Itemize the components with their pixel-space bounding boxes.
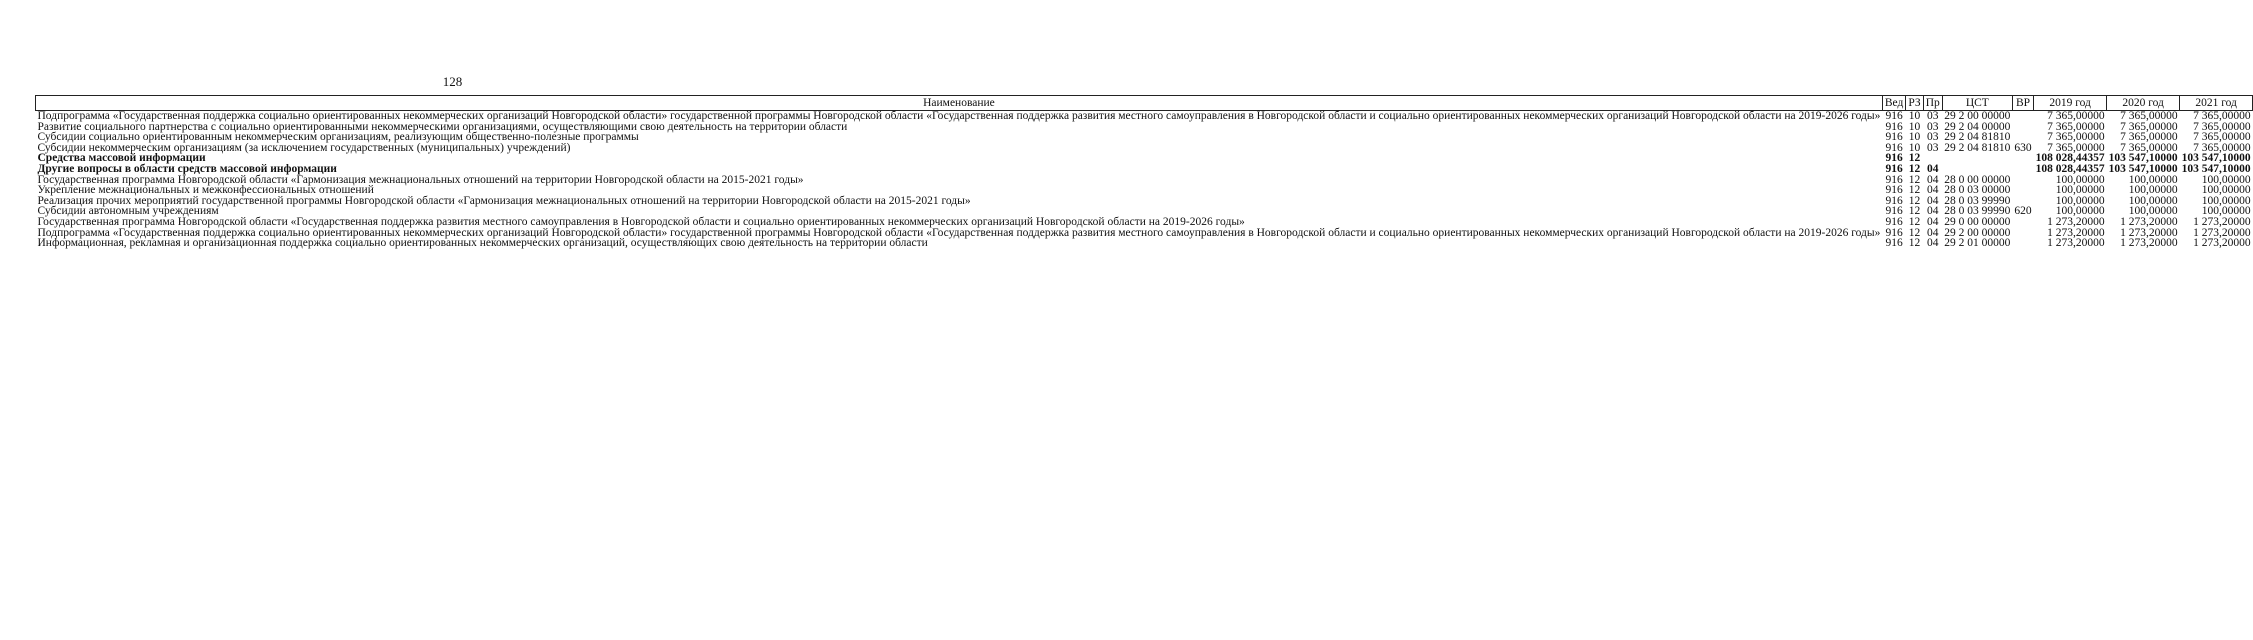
row-value-2021: 103 547,10000 <box>2181 152 2251 165</box>
row-value-2019: 100,00000 <box>2055 205 2105 218</box>
row-name: Другие вопросы в области средств массовой информации <box>37 162 337 175</box>
table-row <box>36 217 2253 228</box>
row-value-2019: 7 365,00000 <box>2047 131 2105 144</box>
row-rz: 10 <box>1908 131 1921 144</box>
row-vr <box>2012 238 2033 249</box>
header-name: Наименование <box>36 96 1883 111</box>
row-value-2019: 1 273,20000 <box>2047 226 2105 239</box>
row-value-2020: 1 273,20000 <box>2120 237 2178 250</box>
header-vr: ВР <box>2012 96 2033 111</box>
row-name: Укрепление межнациональных и межконфессиональных отношений <box>37 184 374 197</box>
table-row <box>36 196 2253 207</box>
row-value-2020: 7 365,00000 <box>2120 141 2178 154</box>
row-rz: 10 <box>1908 141 1921 154</box>
row-pr: 03 <box>1926 141 1939 154</box>
table-header-row <box>36 96 2253 111</box>
row-pr: 04 <box>1926 194 1939 207</box>
row-ved: 916 <box>1885 120 1903 133</box>
row-value-2020: 100,00000 <box>2128 194 2178 207</box>
table-row <box>36 143 2253 154</box>
row-name: Информационная, рекламная и организационная поддержка социально ориентированных некоммерческих организаций, осуществляющих свою деятельность на территории области <box>37 237 928 250</box>
row-value-2019: 100,00000 <box>2055 184 2105 197</box>
row-pr: 04 <box>1926 173 1939 186</box>
row-value-2021: 7 365,00000 <box>2193 120 2251 133</box>
row-rz: 12 <box>1908 152 1921 165</box>
row-ved: 916 <box>1885 215 1903 228</box>
row-cst <box>1942 164 2012 175</box>
row-value-2020: 103 547,10000 <box>2108 162 2178 175</box>
row-cst: 28 0 03 00000 <box>1944 184 2011 197</box>
row-name: Средства массовой информации <box>37 152 206 165</box>
row-value-2020: 1 273,20000 <box>2120 215 2178 228</box>
row-rz: 12 <box>1908 194 1921 207</box>
row-rz: 10 <box>1908 120 1921 133</box>
row-rz: 12 <box>1908 205 1921 218</box>
table-row <box>36 238 2253 249</box>
row-rz: 12 <box>1908 162 1921 175</box>
row-rz: 12 <box>1908 237 1921 250</box>
row-value-2019: 7 365,00000 <box>2047 110 2105 122</box>
row-vr <box>2012 111 2033 122</box>
row-vr <box>2012 175 2033 186</box>
row-rz: 12 <box>1908 215 1921 228</box>
row-vr <box>2012 185 2033 196</box>
row-vr: 620 <box>2014 205 2032 218</box>
row-cst: 28 0 03 99990 <box>1944 194 2011 207</box>
row-vr <box>2012 122 2033 133</box>
row-vr <box>2012 164 2033 175</box>
row-ved: 916 <box>1885 173 1903 186</box>
row-value-2019: 7 365,00000 <box>2047 120 2105 133</box>
row-ved: 916 <box>1885 152 1903 165</box>
row-name: Подпрограмма «Государственная поддержка социально ориентированных некоммерческих организаций Новгородской области» государственной программы Новгородской области «Государственная поддержка развития местного самоуправления в Новгородской области и социально ориентированных некоммерческих организаций Новгородской области на 2019-2026 годы» <box>37 110 1881 122</box>
row-value-2020: 7 365,00000 <box>2120 110 2178 122</box>
header-pr: Пр <box>1923 96 1942 111</box>
header-cst: ЦСТ <box>1942 96 2012 111</box>
budget-table <box>35 95 2253 249</box>
row-name: Реализация прочих мероприятий государственной программы Новгородской области «Гармонизация межнациональных отношений на территории Новгородской области на 2015-2021 годы» <box>37 194 971 207</box>
row-rz: 12 <box>1908 226 1921 239</box>
row-value-2019: 108 028,44357 <box>2035 152 2105 165</box>
row-pr: 04 <box>1926 184 1939 197</box>
row-value-2020: 100,00000 <box>2128 173 2178 186</box>
row-name: Субсидии социально ориентированным некоммерческим организациям, реализующим общественно-полезные программы <box>37 131 639 144</box>
row-value-2021: 1 273,20000 <box>2193 237 2251 250</box>
row-value-2019: 108 028,44357 <box>2035 162 2105 175</box>
row-pr: 04 <box>1926 162 1939 175</box>
row-value-2020: 7 365,00000 <box>2120 131 2178 144</box>
row-pr: 03 <box>1926 131 1939 144</box>
row-value-2020: 7 365,00000 <box>2120 120 2178 133</box>
row-cst <box>1942 153 2012 164</box>
row-cst: 29 2 04 81810 <box>1944 141 2011 154</box>
row-value-2021: 1 273,20000 <box>2193 226 2251 239</box>
row-cst: 29 2 00 00000 <box>1944 110 2011 122</box>
row-vr: 630 <box>2014 141 2032 154</box>
row-value-2021: 100,00000 <box>2201 184 2251 197</box>
row-rz: 12 <box>1908 173 1921 186</box>
row-name: Государственная программа Новгородской области «Гармонизация межнациональных отношений на территории Новгородской области на 2015-2021 годы» <box>37 173 804 186</box>
page-number: 128 <box>442 74 463 89</box>
row-pr: 04 <box>1926 205 1939 218</box>
row-ved: 916 <box>1885 141 1903 154</box>
row-value-2021: 100,00000 <box>2201 205 2251 218</box>
row-value-2021: 7 365,00000 <box>2193 141 2251 154</box>
row-value-2021: 1 273,20000 <box>2193 215 2251 228</box>
row-ved: 916 <box>1885 237 1903 250</box>
row-value-2021: 100,00000 <box>2201 173 2251 186</box>
row-cst: 29 2 04 81810 <box>1944 131 2011 144</box>
row-pr: 04 <box>1926 237 1939 250</box>
row-pr: 03 <box>1926 120 1939 133</box>
row-ved: 916 <box>1885 194 1903 207</box>
row-ved: 916 <box>1885 226 1903 239</box>
row-name: Государственная программа Новгородской области «Государственная поддержка развития местного самоуправления в Новгородской области и социально ориентированных некоммерческих организаций Новгородской области на 2019-2026 годы» <box>37 215 1245 228</box>
row-ved: 916 <box>1885 184 1903 197</box>
row-value-2019: 1 273,20000 <box>2047 237 2105 250</box>
table-row <box>36 153 2253 164</box>
row-value-2021: 7 365,00000 <box>2193 110 2251 122</box>
row-name: Субсидии некоммерческим организациям (за исключением государственных (муниципальных) учреждений) <box>37 141 571 154</box>
row-cst: 28 0 03 99990 <box>1944 205 2011 218</box>
row-value-2021: 100,00000 <box>2201 194 2251 207</box>
row-cst: 29 0 00 00000 <box>1944 215 2011 228</box>
row-value-2020: 100,00000 <box>2128 184 2178 197</box>
row-value-2021: 103 547,10000 <box>2181 162 2251 175</box>
row-vr <box>2012 153 2033 164</box>
row-rz: 10 <box>1908 110 1921 122</box>
row-pr: 04 <box>1926 226 1939 239</box>
row-value-2020: 1 273,20000 <box>2120 226 2178 239</box>
row-pr: 03 <box>1926 110 1939 122</box>
row-value-2019: 1 273,20000 <box>2047 215 2105 228</box>
row-vr <box>2012 228 2033 239</box>
table-row <box>36 111 2253 122</box>
header-2020: 2020 год <box>2107 96 2180 111</box>
row-value-2020: 100,00000 <box>2128 205 2178 218</box>
row-ved: 916 <box>1885 110 1903 122</box>
row-cst: 29 2 00 00000 <box>1944 226 2011 239</box>
row-name: Подпрограмма «Государственная поддержка социально ориентированных некоммерческих организаций Новгородской области» государственной программы Новгородской области «Государственная поддержка развития местного самоуправления в Новгородской области и социально ориентированных некоммерческих организаций Новгородской области на 2019-2026 годы» <box>37 226 1881 239</box>
row-cst: 29 2 01 00000 <box>1944 237 2011 250</box>
row-cst: 29 2 04 00000 <box>1944 120 2011 133</box>
header-rz: РЗ <box>1906 96 1923 111</box>
row-ved: 916 <box>1885 131 1903 144</box>
header-2021: 2021 год <box>2180 96 2253 111</box>
row-value-2021: 7 365,00000 <box>2193 131 2251 144</box>
row-rz: 12 <box>1908 184 1921 197</box>
row-vr <box>2012 217 2033 228</box>
table-row <box>36 164 2253 175</box>
row-value-2019: 7 365,00000 <box>2047 141 2105 154</box>
row-ved: 916 <box>1885 205 1903 218</box>
header-ved: Вед <box>1882 96 1905 111</box>
row-ved: 916 <box>1885 162 1903 175</box>
header-2019: 2019 год <box>2034 96 2107 111</box>
row-cst: 28 0 00 00000 <box>1944 173 2011 186</box>
row-pr: 04 <box>1926 215 1939 228</box>
row-value-2019: 100,00000 <box>2055 194 2105 207</box>
row-value-2020: 103 547,10000 <box>2108 152 2178 165</box>
row-value-2019: 100,00000 <box>2055 173 2105 186</box>
row-name: Субсидии автономным учреждениям <box>37 205 219 218</box>
row-name: Развитие социального партнерства с социально ориентированными некоммерческими организациями, осуществляющими свою деятельность на территории области <box>37 120 848 133</box>
